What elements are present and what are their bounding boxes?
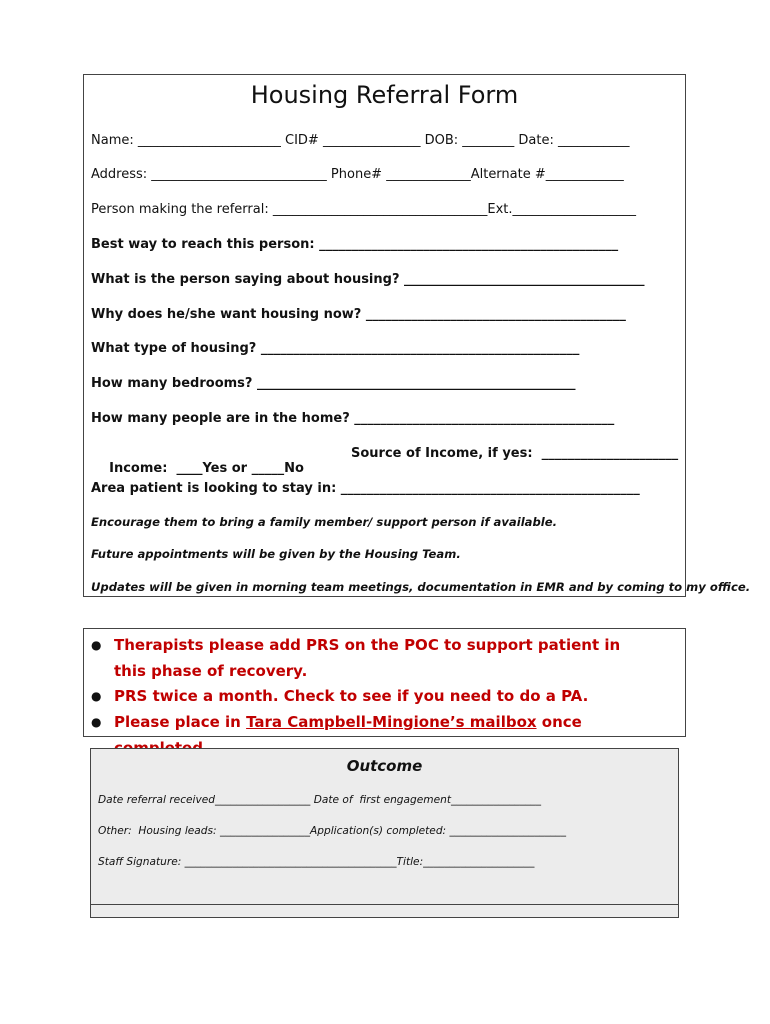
people-in-home-line[interactable]: How many people are in the home? ________________________________________ — [91, 411, 615, 426]
area-line[interactable]: Area patient is looking to stay in: ______________________________________________ — [91, 481, 640, 496]
address-phone-line[interactable]: Address: ___________________________ Phone# _____________Alternate #____________ — [91, 167, 624, 182]
best-way-line[interactable]: Best way to reach this person: ______________________________________________ — [91, 237, 619, 252]
why-housing-line[interactable]: Why does he/she want housing now? ________________________________________ — [91, 307, 626, 322]
bullet-text: PRS twice a month. Check to see if you need to do a PA. — [114, 687, 589, 705]
form-title: Housing Referral Form — [250, 81, 519, 109]
referrer-line[interactable]: Person making the referral: _________________________________Ext.___________________ — [91, 202, 636, 217]
housing-referral-form — [83, 74, 751, 597]
bullet-text: Therapists please add PRS on the POC to support patient in this phase of recovery. — [114, 636, 621, 680]
bullet-text-pre: Please place in — [114, 713, 247, 731]
referral-date-line[interactable]: Date referral received__________________ Date of first engagement_________________ — [98, 794, 542, 806]
bullet-item — [91, 683, 651, 709]
bedrooms-line[interactable]: How many bedrooms? _________________________________________________ — [91, 376, 576, 391]
mailbox-name: Tara Campbell-Mingione’s mailbox — [246, 713, 537, 731]
housing-type-line[interactable]: What type of housing? _________________________________________________ — [91, 341, 580, 356]
bullet-item — [91, 632, 651, 684]
housing-leads-line[interactable]: Other: Housing leads: _________________Application(s) completed: ______________________ — [98, 825, 567, 837]
bullet-icon: ● — [91, 638, 102, 652]
income-yes-no[interactable]: Income: ____Yes or _____No — [109, 461, 304, 476]
bullet-text-post: once — [541, 713, 582, 731]
note-updates: Updates will be given in morning team meetings, documentation in EMR and by coming to my office. — [91, 580, 751, 594]
name-cid-dob-date-line[interactable]: Name: ______________________ CID# _______________ DOB: ________ Date: ___________ — [91, 133, 630, 148]
income-source[interactable]: Source of Income, if yes: _____________________ — [351, 446, 679, 461]
bullet-icon: ● — [91, 689, 102, 703]
housing-saying-line[interactable]: What is the person saying about housing? _____________________________________ — [91, 272, 645, 287]
outcome-box — [90, 748, 679, 918]
note-encourage: Encourage them to bring a family member/ support person if available. — [91, 515, 558, 529]
instructions-box — [83, 628, 686, 737]
bullet-icon: ● — [91, 715, 102, 729]
outcome-title: Outcome — [346, 757, 423, 775]
staff-signature-line[interactable]: Staff Signature: ________________________________________Title:_____________________ — [98, 856, 535, 868]
note-future: Future appointments will be given by the Housing Team. — [91, 547, 461, 561]
income-line — [91, 446, 681, 506]
outcome-content — [91, 749, 678, 905]
